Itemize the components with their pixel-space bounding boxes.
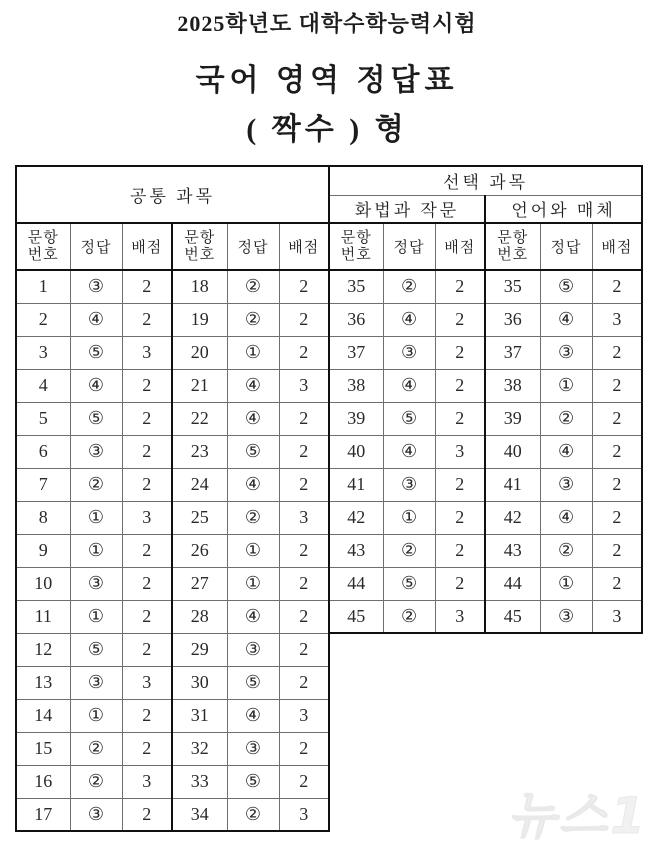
points-cell: 3 <box>592 303 642 336</box>
points-cell: 2 <box>592 369 642 402</box>
language-media-header: 언어와 매체 <box>485 195 642 223</box>
answer-cell: ④ <box>227 600 279 633</box>
question-number-cell: 22 <box>172 402 227 435</box>
points-cell: 2 <box>592 336 642 369</box>
question-number-cell: 2 <box>16 303 70 336</box>
question-number-cell: 5 <box>16 402 70 435</box>
points-cell: 2 <box>592 534 642 567</box>
points-cell: 2 <box>122 369 172 402</box>
title-block <box>0 7 654 148</box>
answer-row <box>16 798 329 831</box>
points-cell: 2 <box>122 303 172 336</box>
question-number-cell: 3 <box>16 336 70 369</box>
points-cell: 3 <box>122 336 172 369</box>
elective-subgroup-header-row <box>329 195 642 223</box>
question-number-cell: 1 <box>16 270 70 303</box>
answer-cell: ③ <box>227 732 279 765</box>
points-cell: 2 <box>435 303 485 336</box>
exam-title: 2025학년도 대학수학능력시험 <box>177 11 477 36</box>
points-cell: 2 <box>279 633 329 666</box>
answer-cell: ① <box>70 501 122 534</box>
points-cell: 2 <box>122 633 172 666</box>
points-cell: 2 <box>279 732 329 765</box>
answer-cell: ① <box>227 336 279 369</box>
points-cell: 2 <box>435 567 485 600</box>
points-cell: 2 <box>279 468 329 501</box>
question-number-cell: 16 <box>16 765 70 798</box>
question-number-cell: 33 <box>172 765 227 798</box>
question-number-cell: 30 <box>172 666 227 699</box>
answer-row <box>16 633 329 666</box>
answer-cell: ④ <box>540 303 592 336</box>
points-cell: 2 <box>279 600 329 633</box>
points-cell: 2 <box>592 501 642 534</box>
points-header: 배점 <box>435 223 485 270</box>
question-number-cell: 9 <box>16 534 70 567</box>
answer-table <box>15 165 643 832</box>
answer-cell: ⑤ <box>70 336 122 369</box>
points-cell: 2 <box>122 435 172 468</box>
points-header: 배점 <box>592 223 642 270</box>
points-cell: 3 <box>435 435 485 468</box>
answer-cell: ② <box>227 501 279 534</box>
answer-row <box>16 369 329 402</box>
answer-cell: ④ <box>227 699 279 732</box>
points-cell: 3 <box>122 501 172 534</box>
points-cell: 2 <box>122 468 172 501</box>
points-cell: 2 <box>435 534 485 567</box>
question-number-cell: 36 <box>485 303 540 336</box>
points-cell: 3 <box>435 600 485 633</box>
answer-row <box>16 666 329 699</box>
points-cell: 2 <box>435 402 485 435</box>
answer-row <box>16 402 329 435</box>
points-cell: 2 <box>435 270 485 303</box>
points-cell: 2 <box>592 435 642 468</box>
question-number-cell: 13 <box>16 666 70 699</box>
answer-cell: ⑤ <box>70 633 122 666</box>
common-subjects-table <box>15 165 330 832</box>
answer-row <box>16 468 329 501</box>
answer-header: 정답 <box>227 223 279 270</box>
question-number-cell: 25 <box>172 501 227 534</box>
points-cell: 2 <box>279 534 329 567</box>
question-number-cell: 15 <box>16 732 70 765</box>
question-number-cell: 29 <box>172 633 227 666</box>
answer-cell: ④ <box>540 501 592 534</box>
question-number-cell: 43 <box>485 534 540 567</box>
answer-row <box>16 699 329 732</box>
question-number-cell: 38 <box>329 369 383 402</box>
answer-cell: ② <box>70 468 122 501</box>
points-cell: 2 <box>122 402 172 435</box>
answer-cell: ① <box>383 501 435 534</box>
question-number-cell: 36 <box>329 303 383 336</box>
answer-cell: ③ <box>70 798 122 831</box>
answer-cell: ① <box>540 369 592 402</box>
answer-cell: ② <box>540 402 592 435</box>
answer-row <box>16 567 329 600</box>
common-group-header: 공통 과목 <box>16 166 329 223</box>
answer-cell: ⑤ <box>383 402 435 435</box>
answer-cell: ③ <box>383 468 435 501</box>
elective-subjects-table <box>328 165 643 634</box>
elective-group-header-row <box>329 166 642 195</box>
question-number-header: 문항 번호 <box>485 223 540 270</box>
question-number-cell: 21 <box>172 369 227 402</box>
answer-cell: ⑤ <box>540 270 592 303</box>
points-cell: 3 <box>279 369 329 402</box>
answer-cell: ③ <box>540 468 592 501</box>
points-cell: 3 <box>279 699 329 732</box>
answer-row <box>16 303 329 336</box>
question-number-cell: 10 <box>16 567 70 600</box>
answer-cell: ① <box>227 567 279 600</box>
elective-group-header: 선택 과목 <box>329 166 642 195</box>
answer-cell: ③ <box>70 435 122 468</box>
points-cell: 2 <box>279 567 329 600</box>
answer-cell: ⑤ <box>227 666 279 699</box>
answer-cell: ② <box>227 303 279 336</box>
question-number-cell: 6 <box>16 435 70 468</box>
subject-title: 국어 영역 정답표 <box>195 64 459 97</box>
answer-row <box>16 534 329 567</box>
answer-header: 정답 <box>540 223 592 270</box>
answer-row <box>16 732 329 765</box>
answer-cell: ② <box>540 534 592 567</box>
answer-header: 정답 <box>383 223 435 270</box>
answer-cell: ④ <box>540 435 592 468</box>
question-number-cell: 35 <box>485 270 540 303</box>
answer-cell: ③ <box>540 336 592 369</box>
answer-cell: ③ <box>227 633 279 666</box>
answer-cell: ③ <box>383 336 435 369</box>
points-cell: 2 <box>279 270 329 303</box>
points-cell: 3 <box>279 501 329 534</box>
question-number-cell: 41 <box>485 468 540 501</box>
answer-cell: ③ <box>540 600 592 633</box>
answer-row <box>329 435 642 468</box>
question-number-cell: 42 <box>329 501 383 534</box>
question-number-cell: 45 <box>485 600 540 633</box>
points-cell: 2 <box>279 666 329 699</box>
points-cell: 2 <box>592 567 642 600</box>
points-cell: 2 <box>279 435 329 468</box>
points-cell: 3 <box>279 798 329 831</box>
points-cell: 3 <box>122 765 172 798</box>
points-cell: 2 <box>435 336 485 369</box>
answer-cell: ① <box>70 600 122 633</box>
points-cell: 2 <box>592 270 642 303</box>
answer-row <box>16 765 329 798</box>
points-cell: 2 <box>122 699 172 732</box>
answer-cell: ⑤ <box>383 567 435 600</box>
points-cell: 2 <box>122 600 172 633</box>
answer-row <box>329 402 642 435</box>
answer-row <box>16 600 329 633</box>
question-number-cell: 27 <box>172 567 227 600</box>
answer-cell: ① <box>70 534 122 567</box>
question-number-cell: 35 <box>329 270 383 303</box>
news1-watermark: 뉴스1 <box>507 787 648 845</box>
points-cell: 2 <box>122 732 172 765</box>
question-number-cell: 23 <box>172 435 227 468</box>
answer-row <box>16 501 329 534</box>
answer-row <box>329 336 642 369</box>
question-number-cell: 44 <box>329 567 383 600</box>
question-number-cell: 24 <box>172 468 227 501</box>
answer-row <box>16 270 329 303</box>
points-cell: 2 <box>435 501 485 534</box>
question-number-cell: 26 <box>172 534 227 567</box>
points-header: 배점 <box>279 223 329 270</box>
answer-cell: ① <box>70 699 122 732</box>
answer-cell: ① <box>540 567 592 600</box>
answer-row <box>16 435 329 468</box>
points-cell: 2 <box>122 567 172 600</box>
question-number-cell: 18 <box>172 270 227 303</box>
question-number-cell: 19 <box>172 303 227 336</box>
points-cell: 2 <box>592 468 642 501</box>
question-number-cell: 17 <box>16 798 70 831</box>
answer-cell: ③ <box>70 666 122 699</box>
answer-cell: ② <box>70 732 122 765</box>
speech-writing-header: 화법과 작문 <box>329 195 485 223</box>
question-number-cell: 11 <box>16 600 70 633</box>
answer-row <box>329 567 642 600</box>
points-cell: 2 <box>435 369 485 402</box>
question-number-cell: 45 <box>329 600 383 633</box>
question-number-cell: 39 <box>329 402 383 435</box>
answer-cell: ③ <box>70 567 122 600</box>
question-number-cell: 4 <box>16 369 70 402</box>
elective-column-header-row <box>329 223 642 270</box>
question-number-cell: 43 <box>329 534 383 567</box>
answer-cell: ④ <box>383 369 435 402</box>
answer-cell: ④ <box>383 303 435 336</box>
answer-cell: ③ <box>70 270 122 303</box>
question-number-cell: 40 <box>485 435 540 468</box>
answer-row <box>329 303 642 336</box>
points-cell: 2 <box>592 402 642 435</box>
answer-row <box>329 501 642 534</box>
question-number-cell: 31 <box>172 699 227 732</box>
answer-cell: ④ <box>70 303 122 336</box>
question-number-cell: 42 <box>485 501 540 534</box>
common-column-header-row <box>16 223 329 270</box>
question-number-cell: 34 <box>172 798 227 831</box>
answer-row <box>329 468 642 501</box>
question-number-cell: 44 <box>485 567 540 600</box>
question-number-cell: 41 <box>329 468 383 501</box>
answer-row <box>329 600 642 633</box>
answer-cell: ① <box>227 534 279 567</box>
answer-cell: ② <box>227 798 279 831</box>
points-header: 배점 <box>122 223 172 270</box>
answer-cell: ⑤ <box>227 435 279 468</box>
question-number-cell: 38 <box>485 369 540 402</box>
answer-cell: ④ <box>227 402 279 435</box>
answer-row <box>329 534 642 567</box>
points-cell: 2 <box>279 303 329 336</box>
answer-cell: ② <box>383 534 435 567</box>
question-number-cell: 12 <box>16 633 70 666</box>
points-cell: 3 <box>122 666 172 699</box>
answer-row <box>16 336 329 369</box>
answer-cell: ④ <box>70 369 122 402</box>
points-cell: 2 <box>435 468 485 501</box>
answer-row <box>329 369 642 402</box>
question-number-header: 문항 번호 <box>16 223 70 270</box>
question-number-cell: 8 <box>16 501 70 534</box>
points-cell: 2 <box>279 402 329 435</box>
answer-cell: ② <box>227 270 279 303</box>
answer-cell: ② <box>70 765 122 798</box>
question-number-cell: 40 <box>329 435 383 468</box>
points-cell: 2 <box>122 270 172 303</box>
answer-cell: ④ <box>227 369 279 402</box>
common-group-header-row <box>16 166 329 223</box>
answer-cell: ② <box>383 600 435 633</box>
form-type-title: ( 짝수 ) 형 <box>246 113 408 146</box>
answer-cell: ⑤ <box>70 402 122 435</box>
points-cell: 3 <box>592 600 642 633</box>
question-number-cell: 32 <box>172 732 227 765</box>
answer-cell: ④ <box>227 468 279 501</box>
question-number-header: 문항 번호 <box>172 223 227 270</box>
question-number-cell: 20 <box>172 336 227 369</box>
question-number-cell: 28 <box>172 600 227 633</box>
answer-cell: ⑤ <box>227 765 279 798</box>
question-number-cell: 14 <box>16 699 70 732</box>
answer-cell: ② <box>383 270 435 303</box>
points-cell: 2 <box>122 534 172 567</box>
question-number-header: 문항 번호 <box>329 223 383 270</box>
points-cell: 2 <box>122 798 172 831</box>
answer-header: 정답 <box>70 223 122 270</box>
question-number-cell: 7 <box>16 468 70 501</box>
answer-row <box>329 270 642 303</box>
points-cell: 2 <box>279 336 329 369</box>
points-cell: 2 <box>279 765 329 798</box>
question-number-cell: 37 <box>329 336 383 369</box>
question-number-cell: 39 <box>485 402 540 435</box>
answer-cell: ④ <box>383 435 435 468</box>
question-number-cell: 37 <box>485 336 540 369</box>
